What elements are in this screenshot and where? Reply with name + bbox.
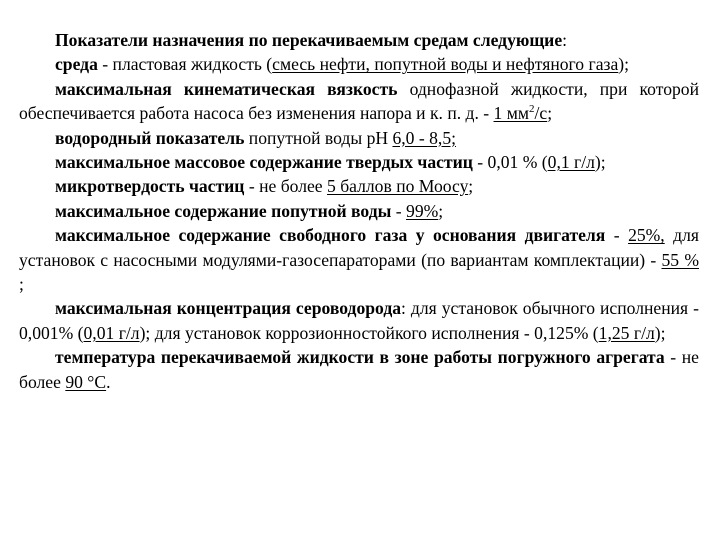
hardness-text: - не более	[244, 176, 328, 197]
hardness-label: микротвердость частиц	[55, 176, 245, 197]
viscosity-value-unit: /с	[534, 103, 548, 124]
viscosity-end: ;	[547, 103, 553, 124]
solids-end: );	[594, 152, 606, 173]
water-text: -	[391, 200, 407, 221]
intro-title: Показатели назначения по перекачиваемым средам следующие	[55, 30, 563, 50]
medium-underlined: смесь нефти, попутной воды и нефтяного газа	[272, 54, 619, 75]
viscosity-value-number: 1 мм	[493, 103, 530, 124]
gas-text-2: для установок с насосными модулями-газосепараторами (по вариантам комплектации) -	[19, 225, 699, 270]
specs-text	[19, 28, 699, 394]
h2s-label: максимальная концентрация сероводорода	[55, 298, 402, 319]
viscosity-label: максимальная кинематическая вязкость	[55, 78, 398, 99]
h2s-text-2: ); для установок коррозионностойкого исполнения - 0,125% (	[139, 322, 599, 343]
h2s-paragraph	[19, 296, 699, 345]
solids-value: 0,1 г/л	[547, 152, 595, 173]
hardness-value: 5 баллов по Моосу	[327, 176, 469, 197]
viscosity-text: однофазной жидкости, при которой обеспечивается работа насоса без изменения напора и к. п. д. -	[19, 78, 699, 124]
water-end: ;	[438, 200, 444, 221]
temp-paragraph	[19, 345, 699, 394]
gas-label: максимальное содержание свободного газа у основания двигателя	[55, 225, 606, 246]
temp-label: температура перекачиваемой жидкости в зоне работы погружного агрегата	[55, 347, 665, 368]
h2s-value-1: 0,01 г/л	[83, 322, 140, 343]
viscosity-paragraph	[19, 77, 699, 126]
ph-value: 6,0 - 8,5;	[392, 127, 457, 148]
gas-paragraph	[19, 223, 699, 296]
h2s-text: : для установок обычного исполнения - 0,001% (	[19, 298, 699, 343]
ph-paragraph	[19, 126, 699, 150]
temp-text: - не более	[19, 347, 699, 392]
intro-paragraph	[19, 28, 699, 52]
temp-end: .	[106, 371, 111, 392]
medium-text: - пластовая жидкость (	[97, 54, 273, 75]
gas-text: -	[605, 225, 629, 246]
viscosity-value-sup: 2	[529, 103, 535, 116]
viscosity-value	[494, 103, 548, 123]
h2s-value-2: 1,25 г/л	[598, 322, 655, 343]
h2s-end: );	[654, 322, 666, 343]
hardness-end: ;	[468, 176, 474, 197]
medium-end: );	[618, 54, 630, 75]
gas-end: ;	[19, 274, 24, 295]
solids-text: - 0,01 % (	[472, 152, 548, 173]
water-label: максимальное содержание попутной воды	[55, 200, 392, 221]
medium-label: среда	[55, 54, 98, 75]
hardness-paragraph	[19, 174, 699, 198]
ph-label: водородный показатель	[55, 127, 245, 148]
water-paragraph	[19, 199, 699, 223]
solids-label: максимальное массовое содержание твердых частиц	[55, 152, 473, 173]
intro-colon: :	[562, 30, 568, 50]
gas-value-1: 25%,	[628, 225, 665, 246]
medium-paragraph	[19, 52, 699, 76]
temp-value: 90 °С	[65, 371, 107, 392]
water-value: 99%	[406, 200, 439, 221]
ph-text: попутной воды рН	[244, 127, 393, 148]
solids-paragraph	[19, 150, 699, 174]
gas-value-2: 55 %	[661, 249, 699, 270]
